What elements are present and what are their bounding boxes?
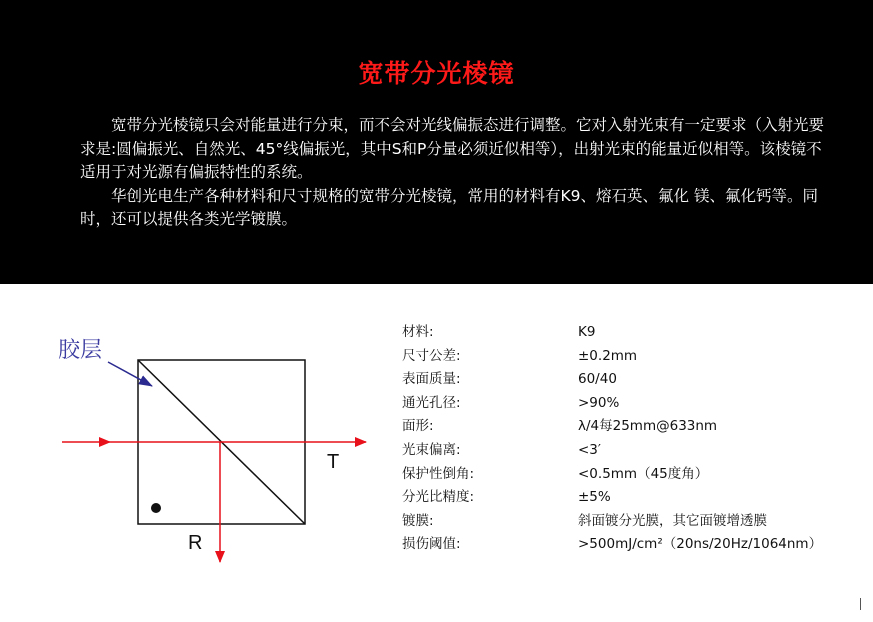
spec-table xyxy=(402,321,842,557)
spec-row xyxy=(402,321,842,345)
spec-value: >90% xyxy=(578,394,620,411)
spec-label: 表面质量: xyxy=(402,371,461,388)
spec-value: <3′ xyxy=(578,441,601,458)
intro-paragraph-2: 华创光电生产各种材料和尺寸规格的宽带分光棱镜，常用的材料有K9、熔石英、氟化 镁、氟化钙等。同时，还可以提供各类光学镀膜。 xyxy=(80,186,818,228)
spec-label: 保护性倒角: xyxy=(402,465,475,482)
spec-label: 分光比精度: xyxy=(402,489,475,506)
spec-label: 通光孔径: xyxy=(402,394,461,411)
page-title: 宽带分光棱镜 xyxy=(358,59,515,88)
spec-value: 斜面镀分光膜，其它面镀增透膜 xyxy=(578,512,767,529)
spec-value: λ/4每25mm@633nm xyxy=(578,418,718,435)
orientation-dot xyxy=(151,503,161,513)
spec-label: 面形: xyxy=(402,418,434,435)
intro-paragraph-1: 宽带分光棱镜只会对能量进行分束，而不会对光线偏振态进行调整。它对入射光束有一定要求（入射光要求是:圆偏振光、自然光、45°线偏振光，其中S和P分量必须近似相等），出射光束的能量近似相等。该棱镜不适用于对光源有偏振特性的系统。 xyxy=(80,116,825,181)
spec-row xyxy=(402,486,842,510)
glue-label: 胶层 xyxy=(58,338,103,363)
spec-row xyxy=(402,510,842,534)
spec-value: <0.5mm（45度角） xyxy=(578,465,709,482)
intro-text xyxy=(80,114,826,232)
prism-diagram xyxy=(40,320,380,580)
header-section xyxy=(0,0,873,284)
spec-row xyxy=(402,345,842,369)
spec-label: 尺寸公差: xyxy=(402,347,461,364)
spec-row xyxy=(402,392,842,416)
spec-row xyxy=(402,463,842,487)
spec-row xyxy=(402,415,842,439)
corner-mark xyxy=(860,598,861,610)
glue-pointer-arrow xyxy=(108,362,152,386)
reflected-label: R xyxy=(188,532,203,554)
spec-label: 光束偏离: xyxy=(402,441,461,458)
spec-value: 60/40 xyxy=(578,371,617,388)
spec-value: >500mJ/cm²（20ns/20Hz/1064nm） xyxy=(578,536,823,553)
spec-label: 材料: xyxy=(402,324,434,340)
spec-row xyxy=(402,439,842,463)
spec-value: ±5% xyxy=(578,489,611,506)
spec-label: 镀膜: xyxy=(402,512,434,529)
spec-row xyxy=(402,368,842,392)
spec-value: ±0.2mm xyxy=(578,347,638,364)
spec-value: K9 xyxy=(578,324,596,340)
transmitted-label: T xyxy=(327,451,340,473)
spec-row xyxy=(402,533,842,557)
spec-label: 损伤阈值: xyxy=(402,536,461,553)
